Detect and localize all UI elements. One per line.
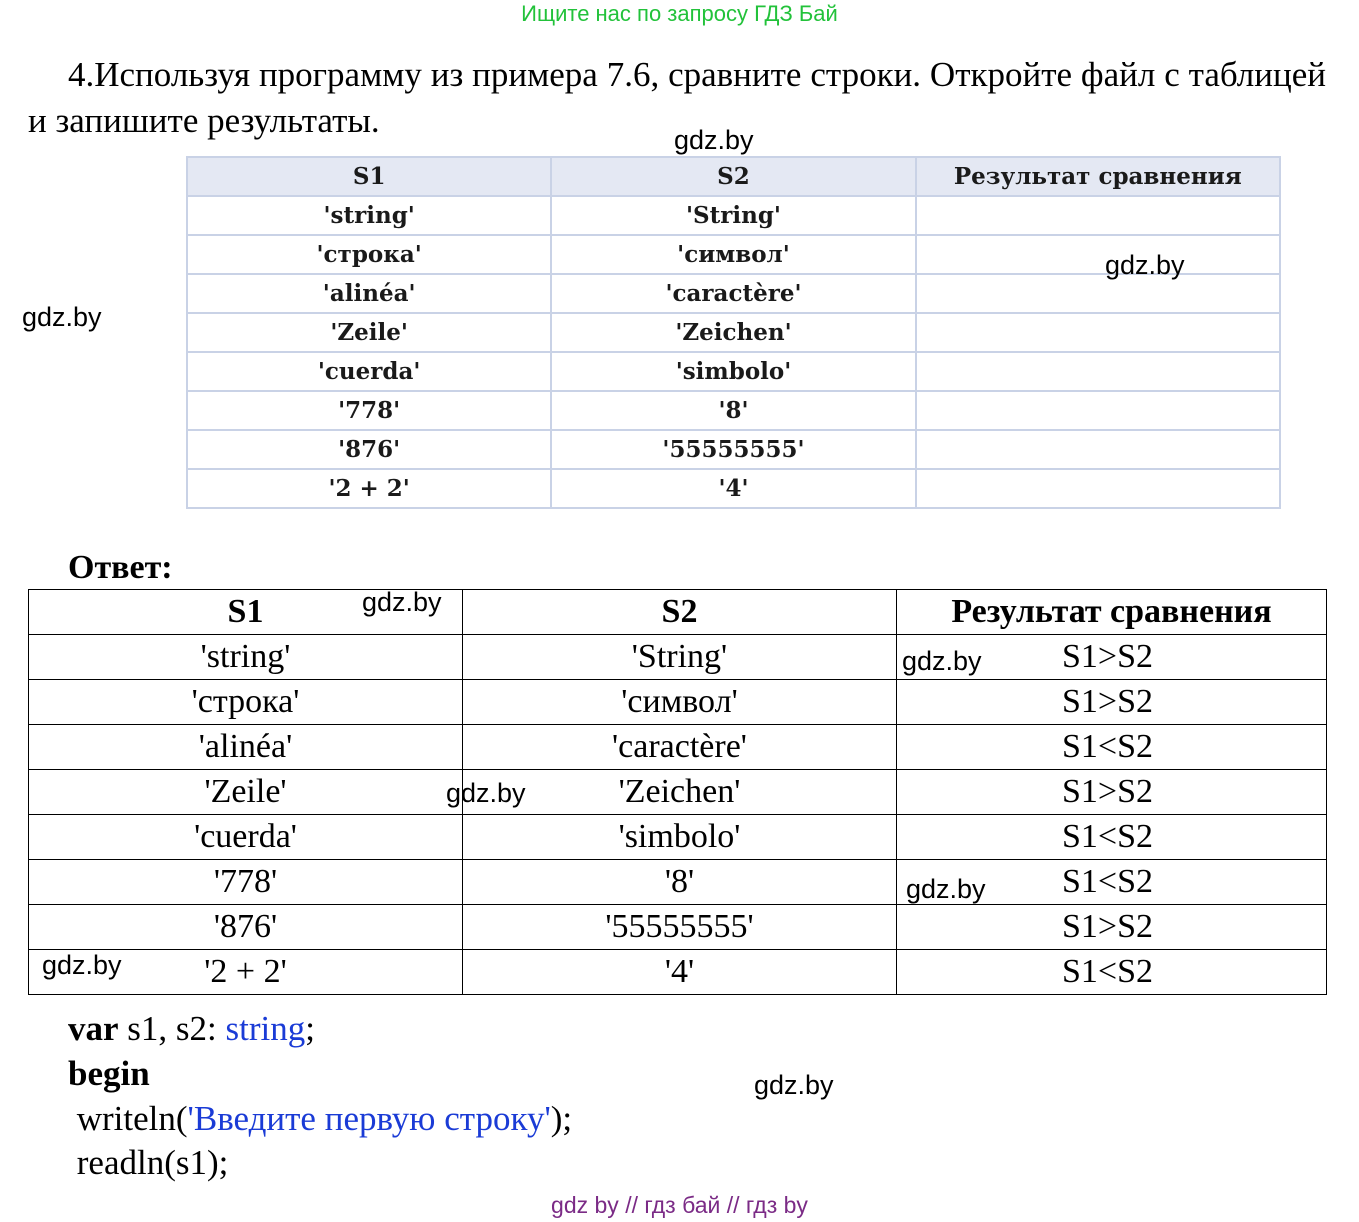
answer-header-result: Результат сравнения [897, 590, 1327, 635]
cell-s1: '778' [29, 860, 463, 905]
cell-result: S1>S2 [897, 680, 1327, 725]
task-header-s2: S2 [551, 157, 915, 196]
answer-table-header-row [29, 590, 1327, 635]
code-line-begin [68, 1051, 150, 1096]
cell-s1: 'Zeile' [187, 313, 551, 352]
cell-result: S1>S2 [897, 905, 1327, 950]
cell-s1: 'string' [29, 635, 463, 680]
answer-table [28, 589, 1327, 995]
cell-s1: 'alinéa' [187, 274, 551, 313]
footer-links: gdz by // гдз бай // гдз by [551, 1192, 808, 1218]
cell-result [916, 352, 1280, 391]
cell-result: S1>S2 [897, 770, 1327, 815]
task-header-s1: S1 [187, 157, 551, 196]
cell-s1: 'строка' [29, 680, 463, 725]
answer-header-s2: S2 [463, 590, 897, 635]
table-row [187, 430, 1280, 469]
task-header-result: Результат сравнения [916, 157, 1280, 196]
code-text: s1, s2: [118, 1009, 226, 1048]
cell-s1: 'string' [187, 196, 551, 235]
cell-s1: '778' [187, 391, 551, 430]
cell-result [916, 196, 1280, 235]
cell-s2: '55555555' [551, 430, 915, 469]
table-row [29, 680, 1327, 725]
cell-s2: '4' [463, 950, 897, 995]
cell-s1: '2 + 2' [29, 950, 463, 995]
cell-s2: 'caractère' [463, 725, 897, 770]
cell-s1: 'cuerda' [29, 815, 463, 860]
watermark: gdz.by [22, 302, 102, 332]
table-row [29, 860, 1327, 905]
cell-s1: 'cuerda' [187, 352, 551, 391]
cell-s1: '876' [187, 430, 551, 469]
table-row [29, 635, 1327, 680]
table-row [29, 770, 1327, 815]
cell-s2: 'simbolo' [463, 815, 897, 860]
watermark: gdz.by [1105, 250, 1185, 280]
watermark: gdz.by [362, 587, 442, 617]
top-banner: Ищите нас по запросу ГДЗ Бай [521, 1, 838, 26]
cell-result [916, 430, 1280, 469]
cell-s2: '8' [551, 391, 915, 430]
watermark: gdz.by [42, 950, 122, 980]
watermark: gdz.by [754, 1070, 834, 1100]
task-table-header-row [187, 157, 1280, 196]
code-text: writeln( [68, 1099, 188, 1138]
cell-result: S1<S2 [897, 860, 1327, 905]
table-row [187, 469, 1280, 508]
table-row [29, 725, 1327, 770]
table-row [29, 905, 1327, 950]
table-row [187, 391, 1280, 430]
cell-result: S1<S2 [897, 725, 1327, 770]
code-line-readln [68, 1140, 228, 1185]
cell-s2: '4' [551, 469, 915, 508]
cell-result: S1<S2 [897, 815, 1327, 860]
code-keyword: begin [68, 1054, 150, 1093]
code-line-writeln [68, 1096, 572, 1141]
cell-result [916, 313, 1280, 352]
table-row [29, 815, 1327, 860]
cell-s2: '8' [463, 860, 897, 905]
cell-s2: 'caractère' [551, 274, 915, 313]
cell-s2: 'String' [463, 635, 897, 680]
cell-result [916, 391, 1280, 430]
table-row [187, 196, 1280, 235]
cell-s1: 'Zeile' [29, 770, 463, 815]
cell-s2: '55555555' [463, 905, 897, 950]
code-keyword: var [68, 1009, 119, 1048]
cell-result [916, 274, 1280, 313]
watermark: gdz.by [902, 646, 982, 676]
task-table [186, 156, 1281, 509]
task-text: 4.Используя программу из примера 7.6, сравните строки. Откройте файл с таблицей и запишите результаты. [28, 55, 1326, 140]
cell-s1: '2 + 2' [187, 469, 551, 508]
cell-result [916, 235, 1280, 274]
cell-s2: 'String' [551, 196, 915, 235]
table-row [187, 313, 1280, 352]
table-row [187, 352, 1280, 391]
watermark: gdz.by [446, 778, 526, 808]
table-row [29, 950, 1327, 995]
watermark: gdz.by [674, 125, 754, 155]
cell-s1: '876' [29, 905, 463, 950]
cell-s2: 'simbolo' [551, 352, 915, 391]
answer-header-s1: S1 [29, 590, 463, 635]
code-text: ; [305, 1009, 315, 1048]
cell-result: S1<S2 [897, 950, 1327, 995]
code-text: ); [550, 1099, 573, 1138]
cell-result [916, 469, 1280, 508]
answer-label: Ответ: [68, 549, 173, 586]
cell-s2: 'символ' [463, 680, 897, 725]
cell-s2: 'символ' [551, 235, 915, 274]
code-line-var [68, 1006, 315, 1051]
cell-s2: 'Zeichen' [463, 770, 897, 815]
cell-s1: 'строка' [187, 235, 551, 274]
code-string: 'Введите первую строку' [187, 1099, 551, 1138]
cell-s2: 'Zeichen' [551, 313, 915, 352]
cell-result: S1>S2 [897, 635, 1327, 680]
code-type: string [225, 1009, 306, 1048]
watermark: gdz.by [906, 874, 986, 904]
code-text: readln(s1); [68, 1143, 229, 1182]
cell-s1: 'alinéa' [29, 725, 463, 770]
